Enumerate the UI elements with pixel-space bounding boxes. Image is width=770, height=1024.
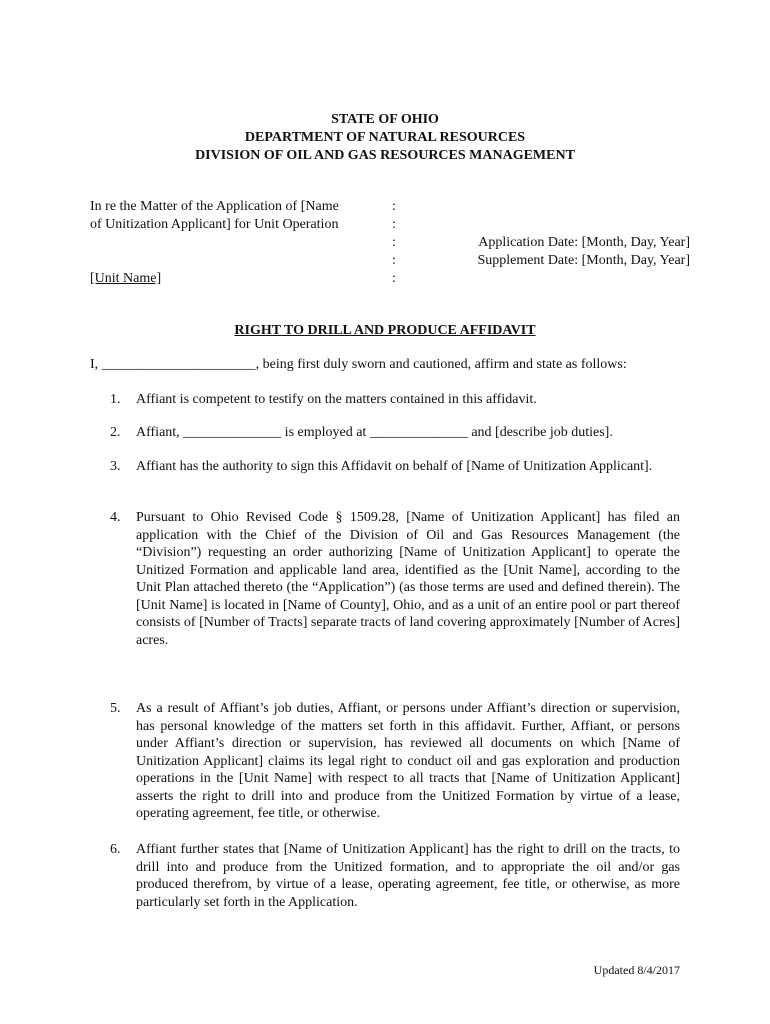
document-header [0,111,770,165]
header-division: DIVISION OF OIL AND GAS RESOURCES MANAGEMENT [195,148,575,163]
item-text: As a result of Affiant’s job duties, Affiant, or persons under Affiant’s direction or supervision, has personal knowledge of the matters set forth in this affidavit. Further, Affiant, or persons under Affiant’s direction or supervision, has reviewed all documents on which [Name of Unitization Applicant] claims its legal right to conduct oil and gas exploration and production operations in the [Unit Name] with respect to all tracts that [Name of Unitization Applicant] asserts the right to drill into and produce from the Unitized Formation by virtue of a lease, operating agreement, fee title, or otherwise. [136,701,680,821]
item-number: 1. [110,392,121,407]
item-number: 5. [110,701,121,716]
item-number: 4. [110,510,121,525]
affidavit-title: RIGHT TO DRILL AND PRODUCE AFFIDAVIT [234,323,536,338]
caption-matter-line1: In re the Matter of the Application of [Name [90,199,339,214]
affidavit-item-4 [110,509,680,649]
affidavit-item-1 [110,391,680,409]
caption-colons: : : : : : [392,199,396,286]
caption-unit-name: [Unit Name] [90,271,162,286]
item-number: 6. [110,842,121,857]
caption-matter [90,198,380,288]
affidavit-intro: I, ______________________, being first duly sworn and cautioned, affirm and state as follows: [90,357,627,372]
caption-matter-line2: of Unitization Applicant] for Unit Operation [90,217,339,232]
item-text: Affiant further states that [Name of Unitization Applicant] has the right to drill on the tracts, to drill into and produce from the Unitized formation, and to appropriate the oil and/or gas produced therefrom, by virtue of a lease, operating agreement, fee title, or otherwise, as more particularly set forth in the Application. [136,842,680,910]
application-date: Application Date: [Month, Day, Year] [478,235,690,250]
item-text: Affiant is competent to testify on the matters contained in this affidavit. [136,392,537,407]
header-department: DEPARTMENT OF NATURAL RESOURCES [244,130,526,145]
affidavit-item-6 [110,841,680,911]
caption-dates [477,234,690,270]
item-text: Affiant has the authority to sign this Affidavit on behalf of [Name of Unitization Applicant]. [136,459,653,474]
affidavit-item-3 [110,458,680,476]
item-text: Pursuant to Ohio Revised Code § 1509.28, [Name of Unitization Applicant] has filed an application with the Chief of the Division of Oil and Gas Resources Management (the “Division”) requesting an order authorizing [Name of Unitization Applicant] to operate the Unitized Formation and applicable land area, identified as the [Unit Name], according to the Unit Plan attached thereto (the “Application”) (as those terms are used and defined therein). The [Unit Name] is located in [Name of County], Ohio, and as a unit of an entire pool or part thereof consists of [Number of Tracts] separate tracts of land covering approximately [Number of Acres] acres. [136,510,680,648]
affidavit-item-2 [110,424,680,442]
updated-date-footer: Updated 8/4/2017 [593,963,680,977]
header-state: STATE OF OHIO [331,112,439,127]
item-text: Affiant, ______________ is employed at ______________ and [describe job duties]. [136,425,613,440]
affidavit-item-5 [110,700,680,823]
supplement-date: Supplement Date: [Month, Day, Year] [477,253,690,268]
item-number: 2. [110,425,121,440]
item-number: 3. [110,459,121,474]
